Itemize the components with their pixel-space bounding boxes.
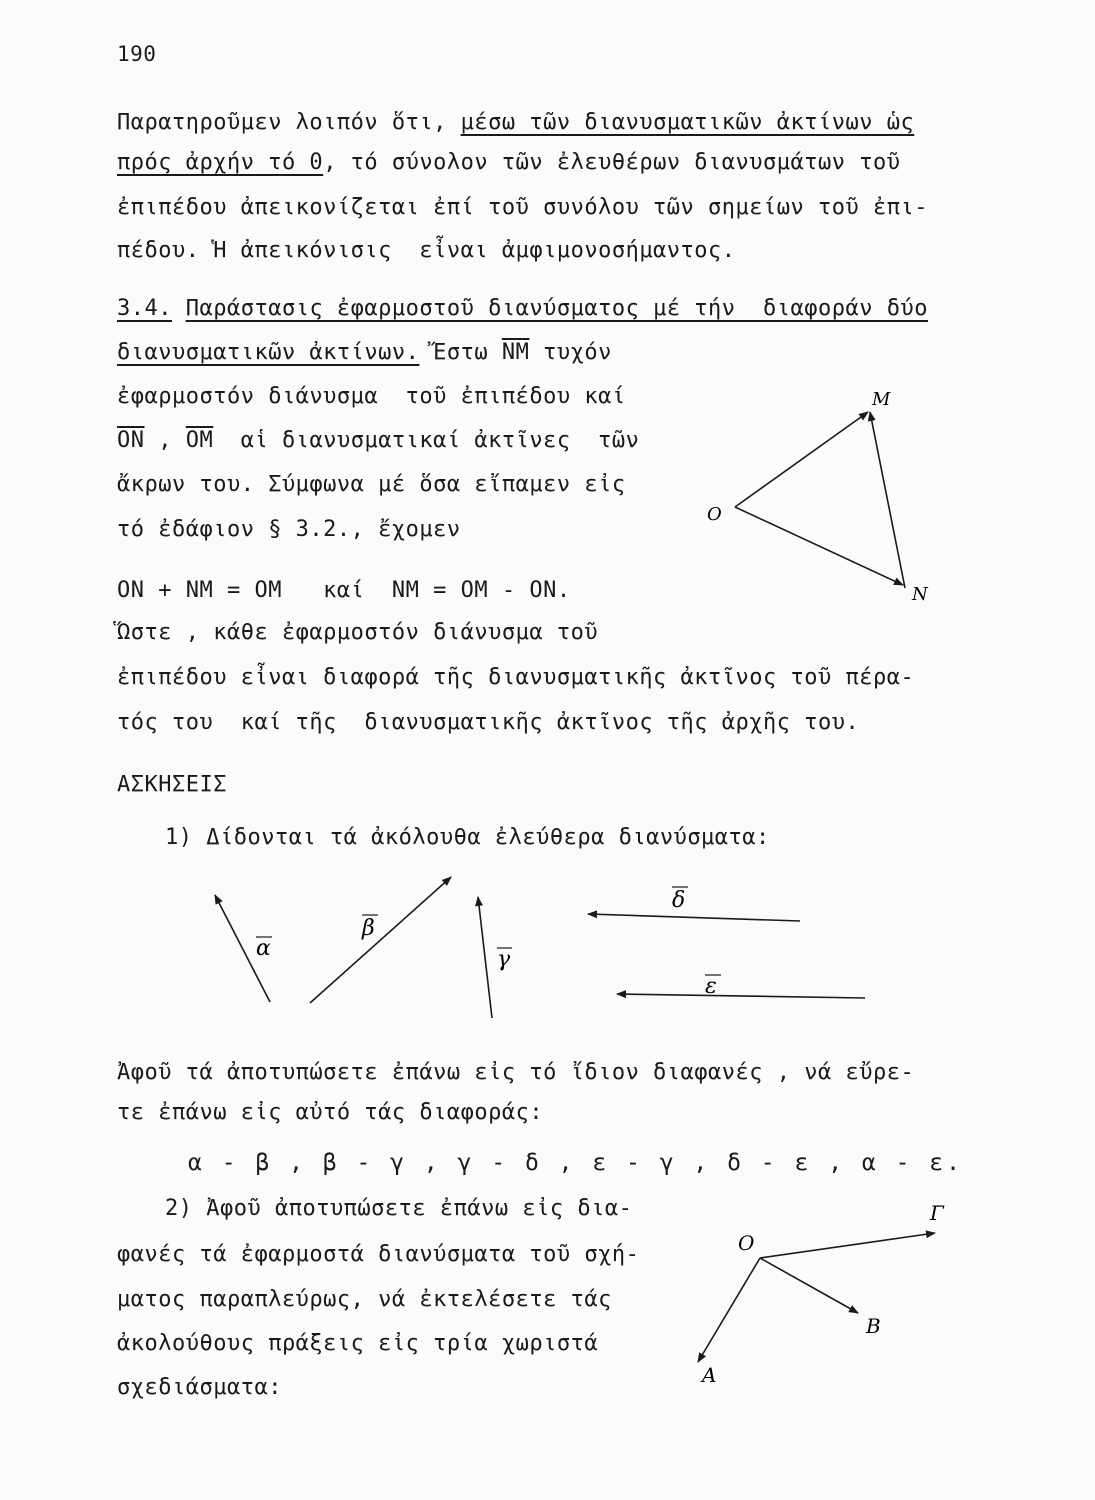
text-line: σχεδιάσματα:	[117, 1375, 282, 1400]
label-n: N	[912, 584, 928, 605]
text-line: πέδου. Ἡ ἀπεικόνισις εἶναι ἀμφιμονοσήμαντος.	[117, 238, 736, 263]
label-m: M	[872, 389, 891, 410]
equation: ON + NM = OM καί NM = OM - ON.	[117, 578, 571, 603]
text-line: τε ἐπάνω εἰς αὐτό τάς διαφοράς:	[117, 1100, 544, 1125]
label-b: B	[866, 1314, 881, 1338]
vector-delta	[588, 914, 800, 921]
text-line: $\overline{ON}$ , $\overline{OM}$ αἱ διανυσματικαί ἀκτῖνες τῶν	[117, 428, 640, 453]
exercise-1: 1) Δίδονται τά ἀκόλουθα ἐλεύθερα διανύσματα:	[165, 825, 770, 850]
vector-om	[735, 412, 868, 507]
section-heading: 3.4. Παράστασις ἐφαρμοστοῦ διανύσματος μέ τήν διαφοράν δύο	[117, 296, 928, 321]
page-number: 190	[117, 42, 157, 66]
vector-nm	[870, 412, 905, 588]
text-line: Ἀφοῦ τά ἀποτυπώσετε ἐπάνω εἰς τό ἴδιον διαφανές , νά εὔρε-	[117, 1060, 915, 1085]
text-line: διανυσματικῶν ἀκτίνων. Ἔστω $\overline{NM}$ τυχόν	[117, 340, 612, 365]
vector-epsilon	[617, 994, 865, 998]
exercises-heading: ΑΣΚΗΣΕΙΣ	[117, 772, 227, 797]
exercise-2: 2) Ἀφοῦ ἀποτυπώσετε ἐπάνω εἰς δια-	[165, 1196, 633, 1221]
label-epsilon: ε	[705, 974, 717, 999]
label-beta: β	[362, 916, 375, 941]
free-vectors	[215, 877, 865, 1018]
text-line: ματος παραπλεύρως, νά ἐκτελέσετε τάς	[117, 1287, 612, 1312]
vector-on	[735, 507, 903, 585]
text-line: τός του καί τῆς διανυσματικῆς ἀκτῖνος τῆς ἀρχῆς του.	[117, 710, 860, 735]
vector-ob	[760, 1258, 858, 1313]
text-line: Παρατηροῦμεν λοιπόν ὅτι, μέσω τῶν διανυσματικῶν ἀκτίνων ὡς	[117, 110, 915, 135]
applied-vectors-figure	[698, 1233, 935, 1362]
text-line: φανές τά ἐφαρμοστά διανύσματα τοῦ σχή-	[117, 1242, 640, 1267]
vector-oa	[698, 1258, 760, 1362]
differences-list: α - β , β - γ , γ - δ , ε - γ , δ - ε , α - ε.	[188, 1150, 963, 1176]
label-gamma-cap: Γ	[930, 1201, 944, 1225]
text-line: πρός ἀρχήν τό 0, τό σύνολον τῶν ἐλευθέρων διανυσμάτων τοῦ	[117, 150, 901, 175]
vector-overbars	[256, 887, 721, 975]
triangle-figure	[735, 412, 905, 588]
label-delta: δ	[672, 888, 686, 913]
label-o: O	[707, 504, 722, 525]
label-alpha: α	[256, 936, 271, 961]
text-line: ἄκρων του. Σύμφωνα μέ ὅσα εἴπαμεν εἰς	[117, 472, 626, 497]
text-line: ἐπιπέδου εἶναι διαφορά τῆς διανυσματικῆς ἀκτῖνος τοῦ πέρα-	[117, 665, 915, 690]
text-line: τό ἐδάφιον § 3.2., ἔχομεν	[117, 517, 461, 542]
text-line: ἐφαρμοστόν διάνυσμα τοῦ ἐπιπέδου καί	[117, 384, 626, 409]
label-gamma: γ	[497, 947, 511, 972]
label-a: A	[702, 1363, 717, 1387]
vector-beta	[310, 877, 451, 1003]
text-line: Ὥστε , κάθε ἐφαρμοστόν διάνυσμα τοῦ	[117, 620, 599, 645]
label-o2: O	[738, 1231, 755, 1255]
vector-og	[760, 1233, 935, 1258]
text-line: ἀκολούθους πράξεις εἰς τρία χωριστά	[117, 1331, 599, 1356]
text-line: ἐπιπέδου ἀπεικονίζεται ἐπί τοῦ συνόλου τῶν σημείων τοῦ ἐπι-	[117, 195, 928, 220]
vector-gamma	[478, 897, 492, 1018]
